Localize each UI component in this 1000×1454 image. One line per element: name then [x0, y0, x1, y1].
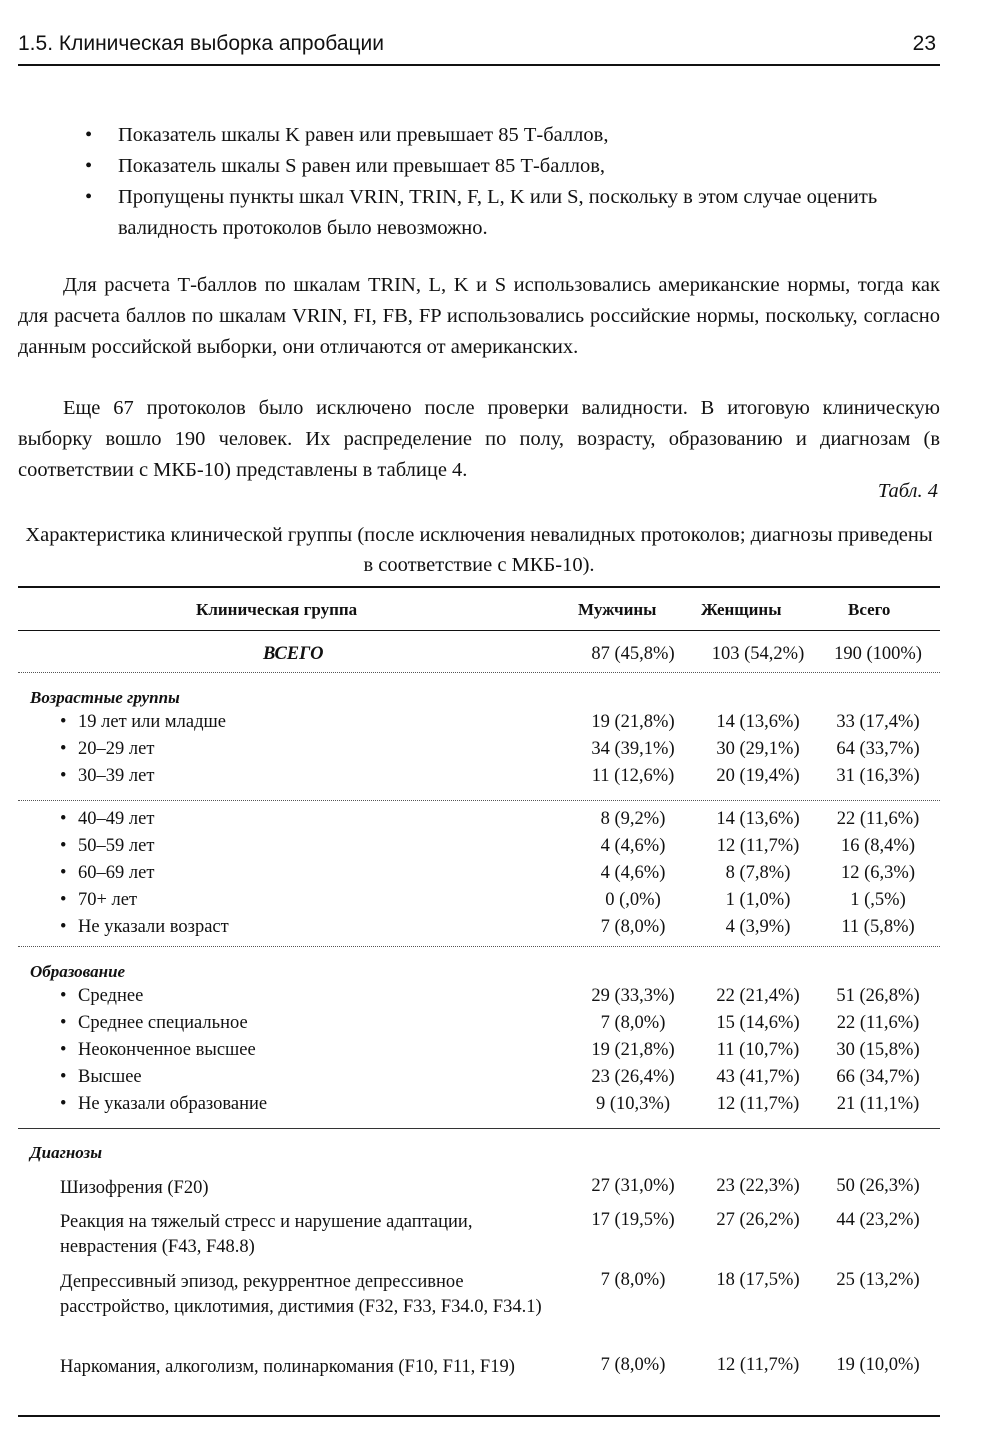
table-row [18, 766, 940, 793]
table-row [18, 1040, 940, 1067]
row-label: Наркомания, алкоголизм, полинаркомания (F10, F11, F19) [60, 1357, 515, 1377]
table-caption: Характеристика клинической группы (после исключения невалидных протоколов; диагнозы приведены в соответствие с МКБ-10). [25, 524, 933, 576]
table-row [18, 1270, 940, 1317]
divider [18, 800, 940, 801]
cell-men: 17 (19,5%) [591, 1210, 675, 1230]
row-label: • 60–69 лет [60, 863, 155, 883]
row-label: • Среднее специальное [60, 1013, 248, 1033]
row-label: • 30–39 лет [60, 766, 155, 786]
cell-men: 7 (8,0%) [600, 1355, 666, 1375]
cell-total: 33 (17,4%) [836, 712, 920, 732]
row-label: • 20–29 лет [60, 739, 155, 759]
bullet-icon: • [60, 739, 67, 759]
divider [18, 672, 940, 673]
cell-women: 12 (11,7%) [716, 836, 800, 856]
bullet-icon: • [60, 836, 67, 856]
bullet-icon: • [60, 1013, 67, 1033]
cell-men: 19 (21,8%) [591, 1040, 675, 1060]
cell-total: 44 (23,2%) [836, 1210, 920, 1230]
cell-women: 20 (19,4%) [716, 766, 800, 786]
header-women: Женщины [701, 600, 782, 619]
table-row [18, 986, 940, 1013]
bullet-icon: • [85, 124, 93, 146]
cell-men: 7 (8,0%) [600, 1013, 666, 1033]
cell-total: 50 (26,3%) [836, 1176, 920, 1196]
list-item [85, 120, 945, 151]
row-label: • 50–59 лет [60, 836, 155, 856]
header-men: Мужчины [578, 600, 657, 619]
age-group-title: Возрастные группы [30, 688, 180, 707]
row-label: • 40–49 лет [60, 809, 155, 829]
cell-total: 30 (15,8%) [836, 1040, 920, 1060]
cell-women: 22 (21,4%) [716, 986, 800, 1006]
cell-total: 16 (8,4%) [841, 836, 915, 856]
cell-men: 7 (8,0%) [600, 1270, 666, 1290]
row-label: • Неоконченное высшее [60, 1040, 256, 1060]
total-label: ВСЕГО [263, 644, 324, 664]
bullet-icon: • [60, 986, 67, 1006]
row-label: • 70+ лет [60, 890, 138, 910]
cell-total: 64 (33,7%) [836, 739, 920, 759]
header-total: Всего [848, 600, 891, 619]
table-row [18, 1067, 940, 1094]
cell-total: 22 (11,6%) [836, 809, 920, 829]
divider [18, 946, 940, 947]
cell-women: 23 (22,3%) [716, 1176, 800, 1196]
list-item-text: Пропущены пункты шкал VRIN, TRIN, F, L, K или S, поскольку в этом случае оценить валидность протоколов было невозможно. [118, 186, 878, 239]
bullet-icon: • [60, 809, 67, 829]
row-label: • Не указали образование [60, 1094, 268, 1114]
cell-total: 11 (5,8%) [841, 917, 915, 937]
table-row [18, 712, 940, 739]
cell-women: 27 (26,2%) [716, 1210, 800, 1230]
cell-women: 14 (13,6%) [716, 809, 800, 829]
cell-women: 1 (1,0%) [725, 890, 791, 910]
table-row [18, 809, 940, 836]
row-label: • Среднее [60, 986, 144, 1006]
total-women: 103 (54,2%) [711, 644, 805, 664]
table-row [18, 1176, 940, 1203]
table-row [18, 739, 940, 766]
cell-men: 4 (4,6%) [600, 836, 666, 856]
cell-women: 11 (10,7%) [716, 1040, 800, 1060]
total-row [18, 644, 940, 671]
table-row [18, 890, 940, 917]
row-label: • Не указали возраст [60, 917, 229, 937]
divider [18, 1128, 940, 1129]
list-item-text: Показатель шкалы K равен или превышает 85 Т-баллов, [118, 124, 609, 146]
row-label: • 19 лет или младше [60, 712, 226, 732]
cell-women: 12 (11,7%) [716, 1355, 800, 1375]
cell-men: 19 (21,8%) [591, 712, 675, 732]
table-row [18, 1094, 940, 1121]
bullet-icon: • [60, 766, 67, 786]
bullet-icon: • [60, 712, 67, 732]
table-row [18, 1210, 940, 1257]
cell-total: 12 (6,3%) [841, 863, 915, 883]
criteria-list [85, 120, 945, 244]
cell-men: 23 (26,4%) [591, 1067, 675, 1087]
cell-women: 43 (41,7%) [716, 1067, 800, 1087]
cell-men: 4 (4,6%) [600, 863, 666, 883]
cell-men: 8 (9,2%) [600, 809, 666, 829]
cell-women: 30 (29,1%) [716, 739, 800, 759]
cell-total: 19 (10,0%) [836, 1355, 920, 1375]
cell-women: 14 (13,6%) [716, 712, 800, 732]
cell-women: 4 (3,9%) [725, 917, 791, 937]
cell-men: 7 (8,0%) [600, 917, 666, 937]
table-row [18, 1013, 940, 1040]
bullet-icon: • [85, 155, 93, 177]
clinical-group-table [18, 586, 940, 1417]
bullet-icon: • [85, 186, 93, 208]
row-label: • Высшее [60, 1067, 142, 1087]
cell-women: 8 (7,8%) [725, 863, 791, 883]
row-label: Реакция на тяжелый стресс и нарушение адаптации, неврастения (F43, F48.8) [60, 1212, 473, 1257]
total-men: 87 (45,8%) [591, 644, 675, 664]
table-row [18, 917, 940, 944]
section-title: 1.5. Клиническая выборка апробации [18, 32, 384, 55]
cell-total: 22 (11,6%) [836, 1013, 920, 1033]
paragraph-sample: Еще 67 протоколов было исключено после проверки валидности. В итоговую клиническую выборку вошло 190 человек. Их распределение по полу, возрасту, образованию и диагнозам (в соответствии с МКБ-10) представлены в таблице 4. [18, 397, 940, 481]
list-item-text: Показатель шкалы S равен или превышает 85 Т-баллов, [118, 155, 606, 177]
cell-women: 12 (11,7%) [716, 1094, 800, 1114]
cell-total: 66 (34,7%) [836, 1067, 920, 1087]
bullet-icon: • [60, 890, 67, 910]
bullet-icon: • [60, 917, 67, 937]
bullet-icon: • [60, 1040, 67, 1060]
list-item [85, 182, 945, 244]
diagnoses-group-title: Диагнозы [30, 1143, 102, 1162]
row-label: Шизофрения (F20) [60, 1178, 209, 1198]
cell-total: 25 (13,2%) [836, 1270, 920, 1290]
page-number: 23 [912, 32, 936, 55]
total-all: 190 (100%) [834, 644, 922, 664]
header-rule [18, 630, 940, 631]
cell-total: 1 (,5%) [850, 890, 906, 910]
list-item [85, 151, 945, 182]
bullet-icon: • [60, 1067, 67, 1087]
row-label: Депрессивный эпизод, рекуррентное депрессивное расстройство, циклотимия, дистимия (F32, F33, F34.0, F34.1) [60, 1272, 542, 1317]
table-label: Табл. 4 [877, 480, 938, 502]
cell-total: 21 (11,1%) [836, 1094, 920, 1114]
paragraph-norms: Для расчета Т-баллов по шкалам TRIN, L, K и S использовались американские нормы, тогда как для расчета баллов по шкалам VRIN, FI, FB, FP использовались российские нормы, поскольку, согласно данным российской выборки, они отличаются от американских. [18, 274, 940, 358]
header-group: Клиническая группа [196, 600, 358, 619]
cell-women: 15 (14,6%) [716, 1013, 800, 1033]
bullet-icon: • [60, 1094, 67, 1114]
running-head [18, 30, 940, 66]
cell-men: 0 (,0%) [605, 890, 661, 910]
bullet-icon: • [60, 863, 67, 883]
cell-men: 34 (39,1%) [591, 739, 675, 759]
table-row [18, 863, 940, 890]
table-row [18, 836, 940, 863]
table-row [18, 1355, 940, 1382]
education-group-title: Образование [30, 962, 126, 981]
cell-women: 18 (17,5%) [716, 1270, 800, 1290]
cell-men: 11 (12,6%) [591, 766, 675, 786]
cell-men: 29 (33,3%) [591, 986, 675, 1006]
cell-total: 31 (16,3%) [836, 766, 920, 786]
cell-total: 51 (26,8%) [836, 986, 920, 1006]
cell-men: 27 (31,0%) [591, 1176, 675, 1196]
cell-men: 9 (10,3%) [596, 1094, 670, 1114]
